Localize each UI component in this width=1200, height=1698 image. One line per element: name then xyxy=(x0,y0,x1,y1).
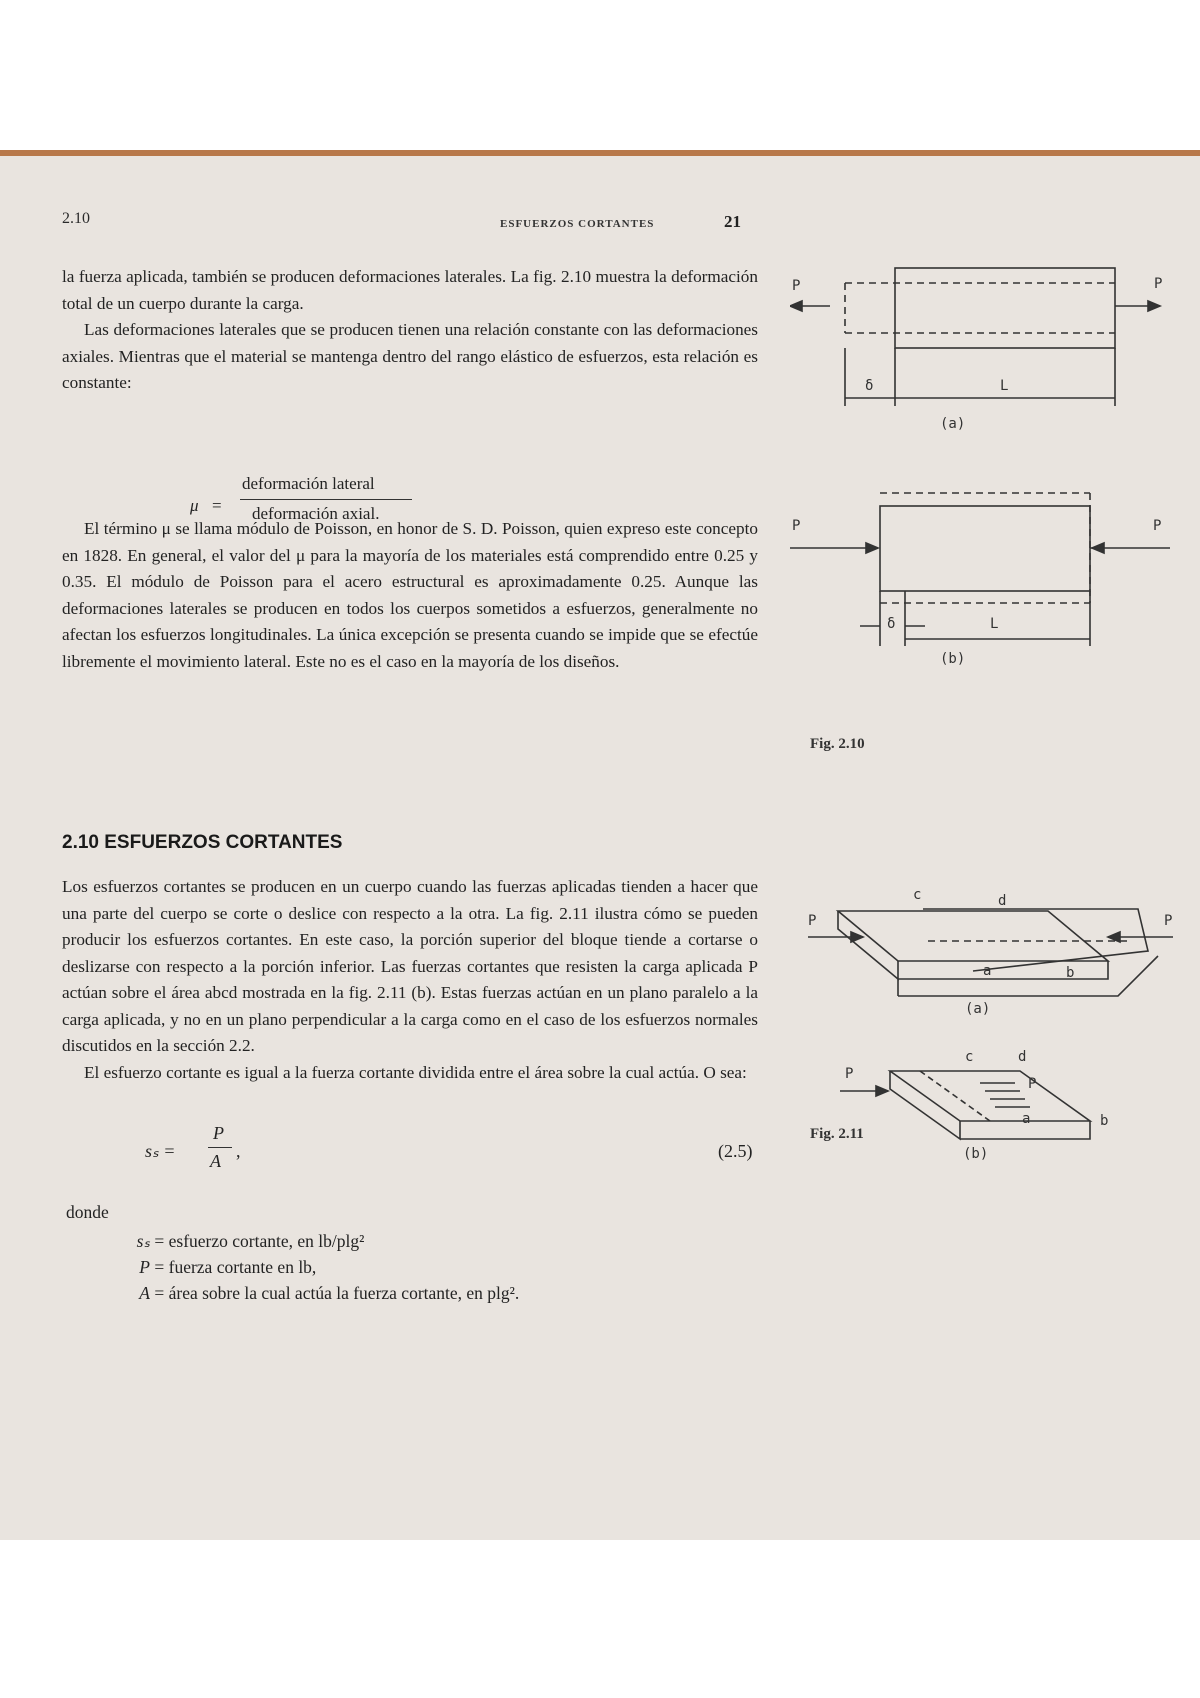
equals-sign: = xyxy=(212,496,222,515)
definition-text: = área sobre la cual actúa la fuerza cortante, en plg². xyxy=(154,1283,520,1303)
point-b: b xyxy=(1100,1113,1109,1129)
point-d: d xyxy=(998,893,1007,909)
paragraph-3: El término μ se llama módulo de Poisson, en honor de S. D. Poisson, quien expreso este concepto en 1828. En general, el valor del μ para la mayoría de los materiales está comprendido entre 0.25 y 0.35. El módulo de Poisson para el acero estructural es aproximadamente 0.25. Aunque las deformaciones laterales se producen en todos los cuerpos sometidos a esfuerzos, generalmente no afectan los esfuerzos longitudinales. La única excepción se presenta cuando se impide que se efectúe libremente el movimiento lateral. Este no es el caso en la mayoría de los diseños. xyxy=(62,519,758,671)
fig-2-10a-label: (a) xyxy=(940,416,966,432)
header-running-title: ESFUERZOS CORTANTES xyxy=(500,218,655,230)
definition-symbol: A xyxy=(139,1283,150,1303)
section-heading: 2.10 ESFUERZOS CORTANTES xyxy=(62,832,343,853)
definition-item xyxy=(120,1280,519,1306)
force-p-right: P xyxy=(1164,913,1173,929)
fig-2-10a-diagram xyxy=(790,256,1170,432)
book-page xyxy=(0,150,1200,1540)
bar-body xyxy=(880,506,1090,591)
shear-denominator: A xyxy=(210,1151,221,1171)
paragraph-2: Las deformaciones laterales que se producen tienen una relación constante con las deformaciones axiales. Mientras que el material se mantenga dentro del rango elástico de esfuerzos, esta relación es constante: xyxy=(62,320,758,392)
force-p-left: P xyxy=(792,278,801,294)
upper-block xyxy=(838,911,1108,961)
shear-numerator: P xyxy=(213,1123,224,1143)
force-p-right: P xyxy=(1154,276,1163,292)
force-p-left: P xyxy=(808,913,817,929)
mu-symbol: μ xyxy=(190,496,199,515)
shear-plane xyxy=(920,1071,990,1121)
inner-force-p: P xyxy=(1028,1076,1037,1092)
force-p-left: P xyxy=(792,518,801,534)
paragraph-5: El esfuerzo cortante es igual a la fuerza cortante dividida entre el área sobre la cual actúa. O sea: xyxy=(84,1062,747,1082)
point-d: d xyxy=(1018,1049,1027,1065)
formula-numerator: deformación lateral xyxy=(242,474,375,493)
shear-force-arrows xyxy=(980,1083,1030,1107)
definition-text: = esfuerzo cortante, en lb/plg² xyxy=(154,1231,365,1251)
definition-item xyxy=(120,1254,519,1280)
point-c: c xyxy=(913,887,922,903)
header-page-number: 21 xyxy=(724,212,741,231)
definition-item xyxy=(120,1228,519,1254)
shear-formula xyxy=(145,1123,765,1183)
bar-body xyxy=(895,268,1115,348)
point-a: a xyxy=(983,963,992,979)
fig-2-11-caption: Fig. 2.11 xyxy=(810,1126,864,1142)
force-p-left: P xyxy=(845,1066,854,1082)
header-section-ref: 2.10 xyxy=(62,210,90,227)
shear-lhs: sₛ = xyxy=(145,1141,176,1161)
fig-2-10b-label: (b) xyxy=(940,651,966,667)
length-label: L xyxy=(1000,378,1009,394)
fig-2-11a-label: (a) xyxy=(965,1001,991,1017)
definitions-list xyxy=(120,1228,519,1306)
fig-2-10-caption: Fig. 2.10 xyxy=(810,736,865,752)
shear-fraction-bar xyxy=(208,1147,232,1148)
formula-denominator: deformación axial. xyxy=(252,504,380,523)
fig-2-11b-label: (b) xyxy=(963,1146,989,1162)
equation-number: (2.5) xyxy=(718,1141,753,1161)
force-p-right: P xyxy=(1153,518,1162,534)
fig-2-11b-diagram xyxy=(840,1049,1120,1162)
donde-label: donde xyxy=(66,1202,109,1222)
paragraph-4: Los esfuerzos cortantes se producen en un cuerpo cuando las fuerzas aplicadas tienden a hacer que una parte del cuerpo se corte o deslice con respecto a la otra. La fig. 2.11 ilustra cómo se pueden producir los esfuerzos cortantes. En este caso, la porción superior del bloque tiende a cortarse o deslizarse con respecto a la porción inferior. Las fuerzas cortantes que resisten la carga aplicada P actúan sobre el área abcd mostrada en la fig. 2.11 (b). Estas fuerzas actúan en un plano paralelo a la carga aplicada, y no en un plano perpendicular a la carga como en el caso de los esfuerzos normales discutidos en la sección 2.2. El esfuerzo cortante es igual a la fuerza cortante dividida entre el área sobre la cual actúa. O sea: xyxy=(62,874,758,1086)
definition-symbol: P xyxy=(139,1257,150,1277)
delta-label: δ xyxy=(887,616,896,632)
length-label: L xyxy=(990,616,999,632)
definition-text: = fuerza cortante en lb, xyxy=(154,1257,317,1277)
fraction-bar xyxy=(240,499,412,500)
point-c: c xyxy=(965,1049,974,1065)
fig-2-10b-diagram xyxy=(790,481,1170,667)
delta-label: δ xyxy=(865,378,874,394)
deformed-outline xyxy=(880,493,1090,603)
paragraph-1: la fuerza aplicada, también se producen deformaciones laterales. La fig. 2.10 muestra la deformación total de un cuerpo durante la carga. Las deformaciones laterales que se producen tienen una relación constante con las deformaciones axiales. Mientras que el material se mantenga dentro del rango elástico de esfuerzos, esta relación es constante: xyxy=(62,264,758,397)
definition-symbol: sₛ xyxy=(136,1231,150,1251)
point-b: b xyxy=(1066,965,1075,981)
point-a: a xyxy=(1022,1111,1031,1127)
fig-2-11a-diagram xyxy=(808,887,1178,1017)
shear-comma: , xyxy=(236,1141,241,1161)
shear-plane-block xyxy=(890,1071,1090,1121)
deformed-outline xyxy=(845,283,1115,333)
